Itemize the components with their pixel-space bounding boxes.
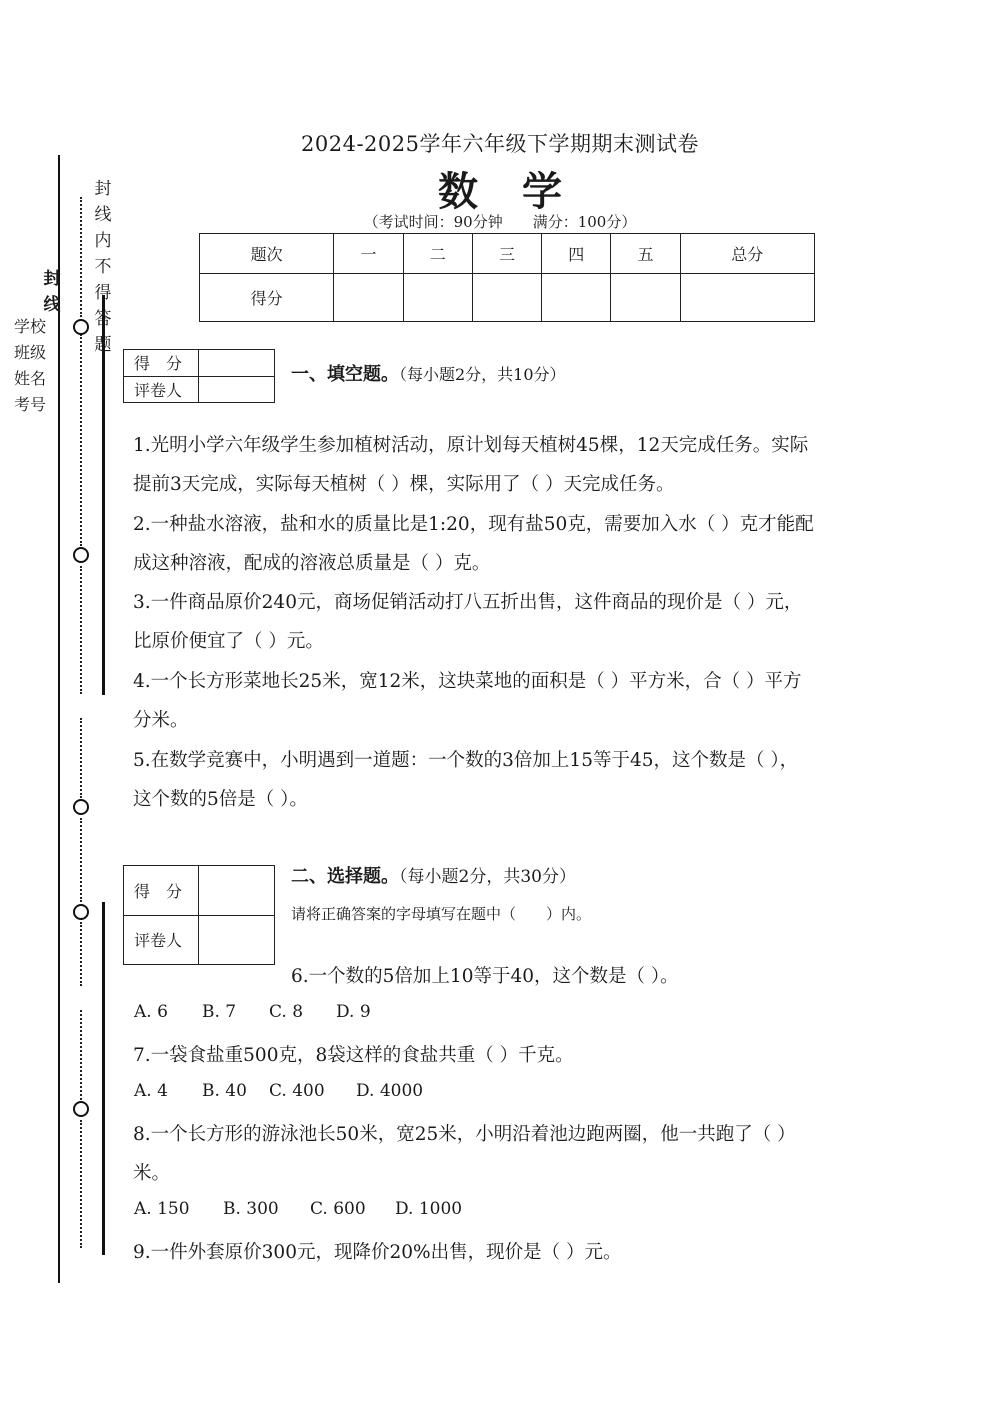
binding-hole	[73, 547, 89, 563]
score-cell[interactable]	[680, 274, 814, 322]
question-line: 分米。	[133, 710, 189, 731]
binding-hole	[73, 1101, 89, 1117]
question-line: 提前3天完成，实际每天植树（ ）棵，实际用了（ ）天完成任务。	[133, 474, 675, 495]
binding-dotted-line-7	[80, 1010, 82, 1100]
binding-dotted-line-4	[80, 718, 82, 798]
score-table-header: 总分	[680, 234, 814, 274]
binding-dotted-line-2	[80, 334, 82, 546]
score-cell[interactable]	[472, 274, 541, 322]
question-9: 9.一件外套原价300元，现降价20%出售，现价是（ ）元。	[133, 1242, 622, 1263]
section2-note: （每小题2分，共30分）	[399, 867, 576, 887]
q8-option-b[interactable]: B. 300	[223, 1199, 279, 1219]
question-line: 5.在数学竞赛中，小明遇到一道题：一个数的3倍加上15等于45，这个数是（ ），	[133, 750, 799, 771]
score-table-header: 二	[403, 234, 472, 274]
question-6: 6.一个数的5倍加上10等于40，这个数是（ ）。	[291, 966, 679, 987]
class-field-label: 班级	[14, 343, 47, 362]
grader-score-cell[interactable]	[199, 350, 275, 377]
q6-option-b[interactable]: B. 7	[202, 1002, 237, 1022]
question-line: 成这种溶液，配成的溶液总质量是（ ）克。	[133, 553, 491, 574]
section2-grader-box	[123, 865, 275, 965]
question-line: 4.一个长方形菜地长25米，宽12米，这块菜地的面积是（ ）平方米，合（ ）平方	[133, 671, 802, 692]
school-field-label: 学校	[14, 317, 47, 336]
q8-option-c[interactable]: C. 600	[310, 1199, 366, 1219]
question-line: 3.一件商品原价240元，商场促销活动打八五折出售，这件商品的现价是（ ）元，	[133, 592, 803, 613]
grader-score-label: 得 分	[124, 866, 199, 916]
grader-score-label: 得 分	[124, 350, 199, 377]
section1-heading	[291, 360, 566, 386]
score-table-score-row	[200, 274, 815, 322]
grader-name-cell[interactable]	[199, 915, 275, 965]
q7-option-a[interactable]: A. 4	[134, 1081, 168, 1101]
q8-option-a[interactable]: A. 150	[134, 1199, 190, 1219]
section2-heading	[291, 862, 576, 888]
section2-instruction: 请将正确答案的字母填写在题中（ ）内。	[291, 905, 592, 923]
binding-border-line	[58, 155, 60, 1283]
grader-name-cell[interactable]	[199, 376, 275, 403]
q8-option-d[interactable]: D. 1000	[395, 1199, 463, 1219]
name-field-label: 姓名	[14, 369, 47, 388]
q7-option-d[interactable]: D. 4000	[356, 1081, 424, 1101]
binding-vertical-note: 封 线 内 不 得 答 题	[94, 179, 112, 355]
question-line: 这个数的5倍是（ ）。	[133, 789, 308, 810]
score-table-header: 题次	[200, 234, 334, 274]
score-table	[199, 233, 815, 322]
question-8-line2: 米。	[133, 1163, 171, 1184]
question-8-line1: 8.一个长方形的游泳池长50米，宽25米，小明沿着池边跑两圈，他一共跑了（ ）	[133, 1124, 796, 1145]
seal-line-label: 封 线	[43, 269, 61, 315]
section1-grader-box	[123, 349, 275, 403]
score-cell[interactable]	[334, 274, 403, 322]
score-table-header: 一	[334, 234, 403, 274]
binding-dotted-line-8	[80, 1120, 82, 1248]
q6-option-d[interactable]: D. 9	[336, 1002, 371, 1022]
section1-note: （每小题2分，共10分）	[399, 365, 566, 384]
section2-title: 二、选择题。	[291, 866, 399, 887]
question-line: 2.一种盐水溶液，盐和水的质量比是1:20，现有盐50克，需要加入水（ ）克才能配	[133, 514, 814, 535]
binding-hole	[73, 799, 89, 815]
q6-option-a[interactable]: A. 6	[134, 1002, 168, 1022]
subject-title: 数学	[438, 168, 606, 215]
score-table-header: 五	[611, 234, 680, 274]
score-table-header-row	[200, 234, 815, 274]
score-table-header: 四	[542, 234, 611, 274]
grader-name-label: 评卷人	[124, 376, 199, 403]
question-7: 7.一袋食盐重500克，8袋这样的食盐共重（ ）千克。	[133, 1045, 574, 1066]
score-cell[interactable]	[611, 274, 680, 322]
binding-dotted-line-5	[80, 818, 82, 902]
score-cell[interactable]	[403, 274, 472, 322]
binding-hole	[73, 904, 89, 920]
question-line: 1.光明小学六年级学生参加植树活动，原计划每天植树45棵，12天完成任务。实际	[133, 435, 809, 456]
exam-number-field-label: 考号	[14, 395, 47, 414]
question-line: 比原价便宜了（ ）元。	[133, 631, 324, 652]
q7-option-b[interactable]: B. 40	[202, 1081, 247, 1101]
score-row-label: 得分	[200, 274, 334, 322]
binding-dotted-line-3	[80, 566, 82, 694]
exam-title: 2024-2025学年六年级下学期期末测试卷	[301, 132, 699, 156]
exam-info: （考试时间：90分钟 满分：100分）	[363, 213, 637, 231]
binding-hole	[73, 319, 89, 335]
q7-option-c[interactable]: C. 400	[269, 1081, 325, 1101]
grader-score-cell[interactable]	[199, 866, 275, 916]
score-cell[interactable]	[542, 274, 611, 322]
grader-name-label: 评卷人	[124, 915, 199, 965]
section1-title: 一、填空题。	[291, 364, 399, 385]
q6-option-c[interactable]: C. 8	[269, 1002, 304, 1022]
binding-inner-line-bottom	[102, 902, 105, 1255]
binding-dotted-line-6	[80, 922, 82, 986]
score-table-header: 三	[472, 234, 541, 274]
